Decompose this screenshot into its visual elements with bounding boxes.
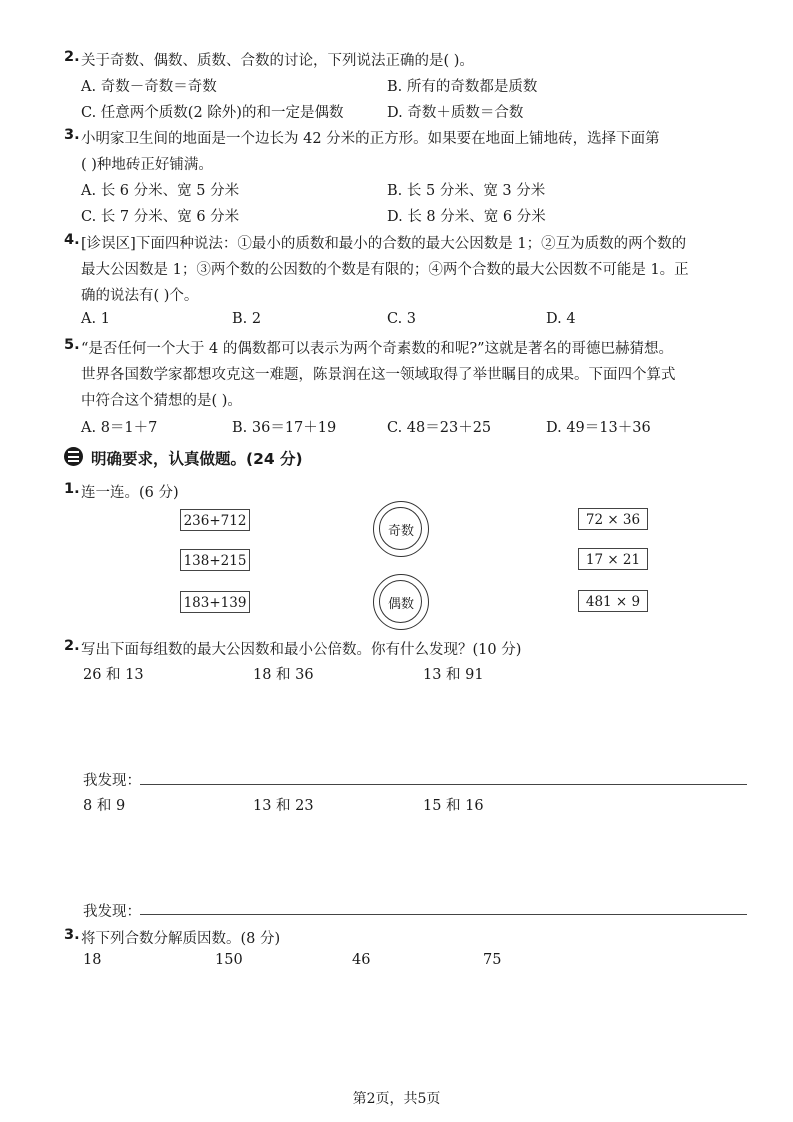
q5-stem-line2: 世界各国数学家都想攻克这一难题，陈景润在这一领域取得了举世瞩目的成果。下面四个算式 — [81, 367, 676, 383]
s2-discover-label-2: 我发现： — [83, 904, 141, 920]
q5-option-c: C. 48＝23＋25 — [387, 420, 492, 436]
q2-option-c: C. 任意两个质数(2 除外)的和一定是偶数 — [81, 105, 344, 121]
q2-option-a: A. 奇数－奇数＝奇数 — [81, 79, 217, 95]
s3-number: 3. — [64, 927, 80, 943]
q5-option-d: D. 49＝13＋36 — [546, 420, 651, 436]
q3-stem-line1: 小明家卫生间的地面是一个边长为 42 分米的正方形。如果要在地面上铺地砖，选择下面第 — [81, 131, 660, 147]
section-three-icon — [64, 447, 83, 466]
q4-option-a: A. 1 — [81, 311, 110, 327]
match-right-1[interactable]: 72 × 36 — [578, 508, 648, 530]
q4-option-b: B. 2 — [232, 311, 262, 327]
q4-option-c: C. 3 — [387, 311, 417, 327]
q3-option-a: A. 长 6 分米、宽 5 分米 — [81, 183, 240, 199]
match-left-1[interactable]: 236+712 — [180, 509, 250, 531]
q4-option-d: D. 4 — [546, 311, 576, 327]
q3-stem-line2: ( )种地砖正好铺满。 — [81, 157, 213, 173]
q3-option-b: B. 长 5 分米、宽 3 分米 — [387, 183, 546, 199]
s2-pair-3: 13 和 91 — [423, 667, 484, 683]
q2-option-d: D. 奇数＋质数＝合数 — [387, 105, 524, 121]
match-left-3[interactable]: 183+139 — [180, 591, 250, 613]
s3-item-2: 150 — [215, 952, 243, 968]
s2-pair-6: 15 和 16 — [423, 798, 484, 814]
q2-number: 2. — [64, 49, 80, 65]
q3-option-c: C. 长 7 分米、宽 6 分米 — [81, 209, 240, 225]
s2-pair-1: 26 和 13 — [83, 667, 144, 683]
s2-answer-line-2[interactable] — [140, 914, 747, 915]
s2-number: 2. — [64, 638, 80, 654]
s3-item-4: 75 — [483, 952, 502, 968]
match-left-2[interactable]: 138+215 — [180, 549, 250, 571]
match-center-odd-label: 奇数 — [387, 524, 414, 539]
q3-option-d: D. 长 8 分米、宽 6 分米 — [387, 209, 546, 225]
s2-title: 写出下面每组数的最大公因数和最小公倍数。你有什么发现？(10 分) — [81, 642, 522, 658]
s2-pair-4: 8 和 9 — [83, 798, 126, 814]
q5-option-a: A. 8＝1＋7 — [81, 420, 158, 436]
q5-number: 5. — [64, 337, 80, 353]
q5-stem-line1: “是否任何一个大于 4 的偶数都可以表示为两个奇素数的和呢?”这就是著名的哥德巴赫猜想。 — [81, 341, 674, 357]
q4-stem-line1: [诊误区]下面四种说法：①最小的质数和最小的合数的最大公因数是 1；②互为质数的两个数的 — [81, 236, 687, 252]
s2-answer-line-1[interactable] — [140, 784, 747, 785]
s1-title: 连一连。(6 分) — [81, 485, 179, 501]
s3-item-3: 46 — [352, 952, 371, 968]
match-center-even-label: 偶数 — [387, 597, 414, 612]
match-center-odd[interactable] — [373, 501, 429, 557]
s3-item-1: 18 — [83, 952, 102, 968]
q5-option-b: B. 36＝17＋19 — [232, 420, 337, 436]
match-right-2[interactable]: 17 × 21 — [578, 548, 648, 570]
q3-number: 3. — [64, 127, 80, 143]
q4-number: 4. — [64, 232, 80, 248]
s2-discover-label-1: 我发现： — [83, 773, 141, 789]
q4-stem-line3: 确的说法有( )个。 — [81, 288, 199, 304]
q5-stem-line3: 中符合这个猜想的是( )。 — [81, 393, 242, 409]
match-right-3[interactable]: 481 × 9 — [578, 590, 648, 612]
s2-pair-2: 18 和 36 — [253, 667, 314, 683]
s1-number: 1. — [64, 481, 80, 497]
q2-stem: 关于奇数、偶数、质数、合数的讨论，下列说法正确的是( )。 — [81, 53, 474, 69]
match-center-even[interactable] — [373, 574, 429, 630]
s3-title: 将下列合数分解质因数。(8 分) — [81, 931, 281, 947]
section-three-title: 明确要求，认真做题。(24 分) — [91, 450, 303, 468]
q4-stem-line2: 最大公因数是 1；③两个数的公因数的个数是有限的；④两个合数的最大公因数不可能是 1。正 — [81, 262, 689, 278]
s2-pair-5: 13 和 23 — [253, 798, 314, 814]
q2-option-b: B. 所有的奇数都是质数 — [387, 79, 538, 95]
page-footer: 第2页，共5页 — [352, 1091, 441, 1107]
